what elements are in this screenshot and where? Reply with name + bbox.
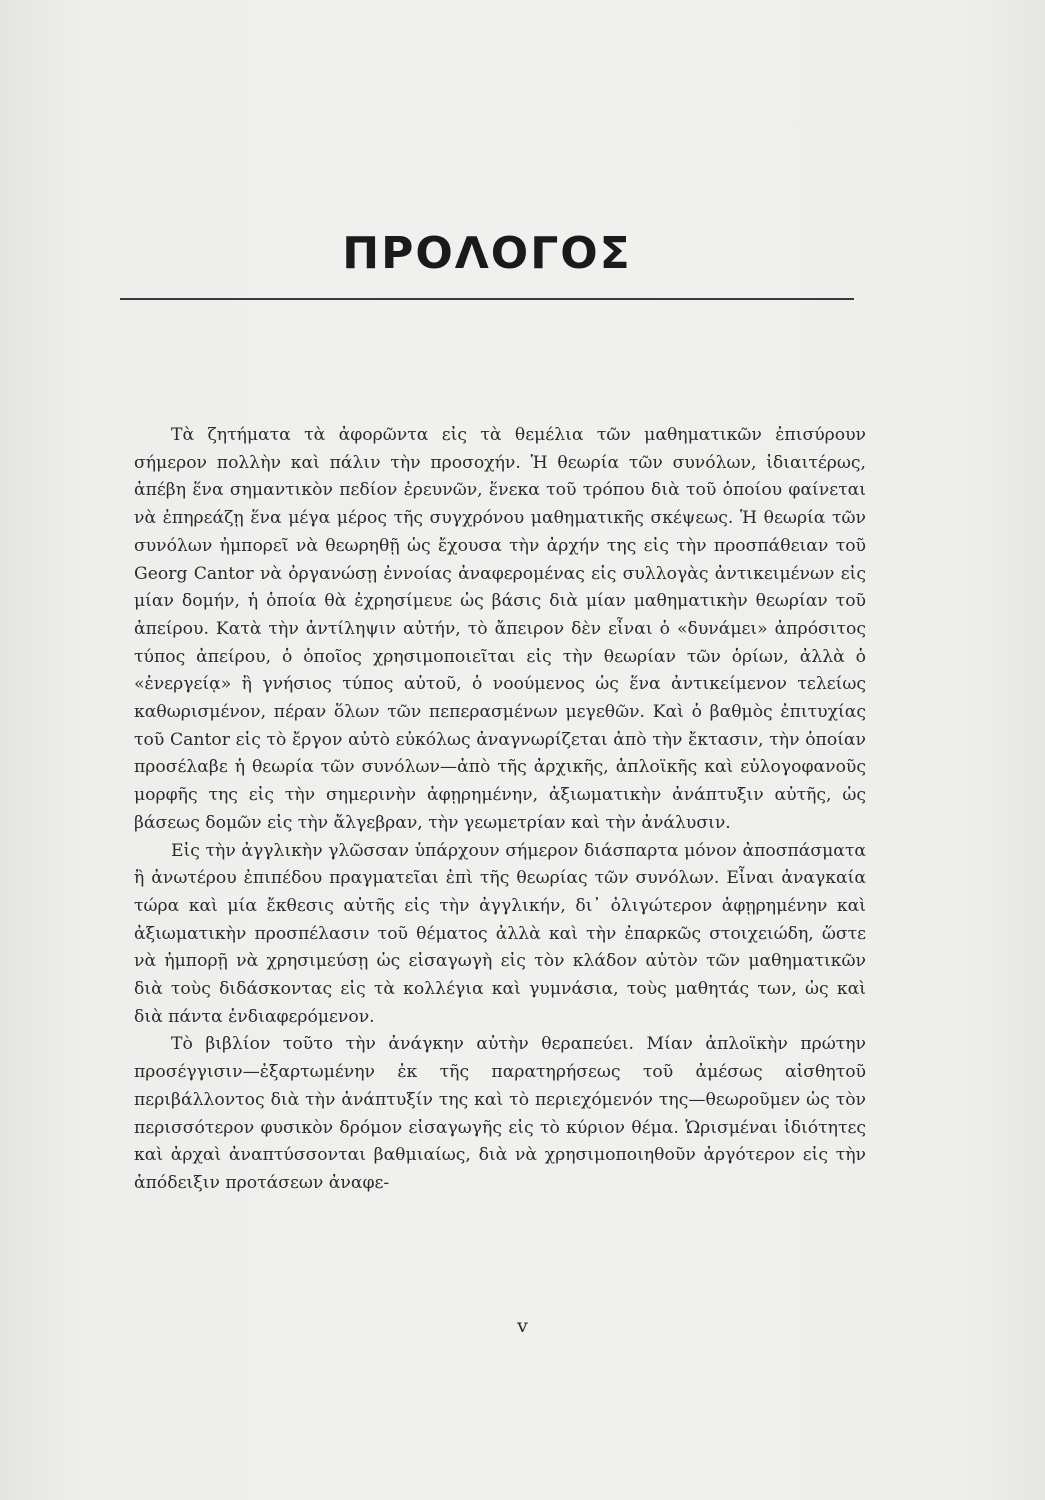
paragraph-3: Τὸ βιβλίον τοῦτο τὴν ἀνάγκην αὐτὴν θεραπεύει. Μίαν ἁπλοϊκὴν πρώτην προσέγγισιν—ἐξαρτωμένην ἐκ τῆς παρατηρήσεως τοῦ ἀμέσως αἰσθητοῦ περιβάλλοντος διὰ τὴν ἀνάπτυξίν της καὶ τὸ περιεχόμενόν της—θεωροῦμεν ὡς τὸν περισσότερον φυσικὸν δρόμον εἰσαγωγῆς εἰς τὸ κύριον θέμα. Ὡρισμέναι ἰδιότητες καὶ ἀρχαὶ ἀναπτύσσονται βαθμιαίως, διὰ νὰ χρησιμοποιηθοῦν ἀργότερον εἰς τὴν ἀπόδειξιν προτάσεων ἀναφε- bbox=[134, 1034, 866, 1193]
paragraph-1: Τὰ ζητήματα τὰ ἀφορῶντα εἰς τὰ θεμέλια τῶν μαθηματικῶν ἐπισύρουν σήμερον πολλὴν καὶ πάλιν τὴν προσοχήν. Ἡ θεωρία τῶν συνόλων, ἰδιαιτέρως, ἀπέβη ἕνα σημαντικὸν πεδίον ἐρευνῶν, ἕνεκα τοῦ τρόπου διὰ τοῦ ὁποίου φαίνεται νὰ ἐπηρεάζῃ ἕνα μέγα μέρος τῆς συγχρόνου μαθηματικῆς σκέψεως. Ἡ θεωρία τῶν συνόλων ἠμπορεῖ νὰ θεωρηθῇ ὡς ἔχουσα τὴν ἀρχήν της εἰς τὴν προσπάθειαν τοῦ Georg Cantor νὰ ὀργανώσῃ ἐννοίας ἀναφερομένας εἰς συλλογὰς ἀντικειμένων εἰς μίαν δομήν, ἡ ὁποία θὰ ἐχρησίμευε ὡς βάσις διὰ μίαν μαθηματικὴν θεωρίαν τοῦ ἀπείρου. Κατὰ τὴν ἀντίληψιν αὐτήν, τὸ ἄπειρον δὲν εἶναι ὁ «δυνάμει» ἀπρόσιτος τύπος ἀπείρου, ὁ ὁποῖος χρησιμοποιεῖται εἰς τὴν θεωρίαν τῶν ὁρίων, ἀλλὰ ὁ «ἐνεργείᾳ» ἢ γνήσιος τύπος αὐτοῦ, ὁ νοούμενος ὡς ἕνα ἀντικείμενον τελείως καθωρισμένον, πέραν ὅλων τῶν πεπερασμένων μεγεθῶν. Καὶ ὁ βαθμὸς ἐπιτυχίας τοῦ Cantor εἰς τὸ ἔργον αὐτὸ εὐκόλως ἀναγνωρίζεται ἀπὸ τὴν ἔκτασιν, τὴν ὁποίαν προσέλαβε ἡ θεωρία τῶν συνόλων—ἀπὸ τῆς ἀρχικῆς, ἀπλοϊκῆς καὶ εὐλογοφανοῦς μορφῆς της εἰς τὴν σημερινὴν ἀφῃρημένην, ἀξιωματικὴν ἀνάπτυξιν αὐτῆς, ὡς βάσεως δομῶν εἰς τὴν ἄλγεβραν, τὴν γεωμετρίαν καὶ τὴν ἀνάλυσιν. bbox=[134, 425, 866, 833]
title-rule bbox=[120, 298, 854, 300]
page-number: v bbox=[517, 1315, 528, 1337]
preface-text bbox=[134, 422, 866, 1198]
paragraph-2: Εἰς τὴν ἀγγλικὴν γλῶσσαν ὑπάρχουν σήμερον διάσπαρτα μόνον ἀποσπάσματα ἢ ἀνωτέρου ἐπιπέδου πραγματεῖαι ἐπὶ τῆς θεωρίας τῶν συνόλων. Εἶναι ἀναγκαία τώρα καὶ μία ἔκθεσις αὐτῆς εἰς τὴν ἀγγλικήν, δι᾽ ὀλιγώτερον ἀφῃρημένην καὶ ἀξιωματικὴν προσπέλασιν τοῦ θέματος ἀλλὰ καὶ τὴν ἐπαρκῶς στοιχειώδη, ὥστε νὰ ἠμπορῇ νὰ χρησιμεύσῃ ὡς εἰσαγωγὴ εἰς τὸν κλάδον αὐτὸν τῶν μαθηματικῶν διὰ τοὺς διδάσκοντας εἰς τὰ κολλέγια καὶ γυμνάσια, τοὺς μαθητάς των, ὡς καὶ διὰ πάντα ἐνδιαφερόμενον. bbox=[134, 840, 866, 1027]
page-title: ΠΡΟΛΟΓΟΣ bbox=[342, 228, 632, 279]
